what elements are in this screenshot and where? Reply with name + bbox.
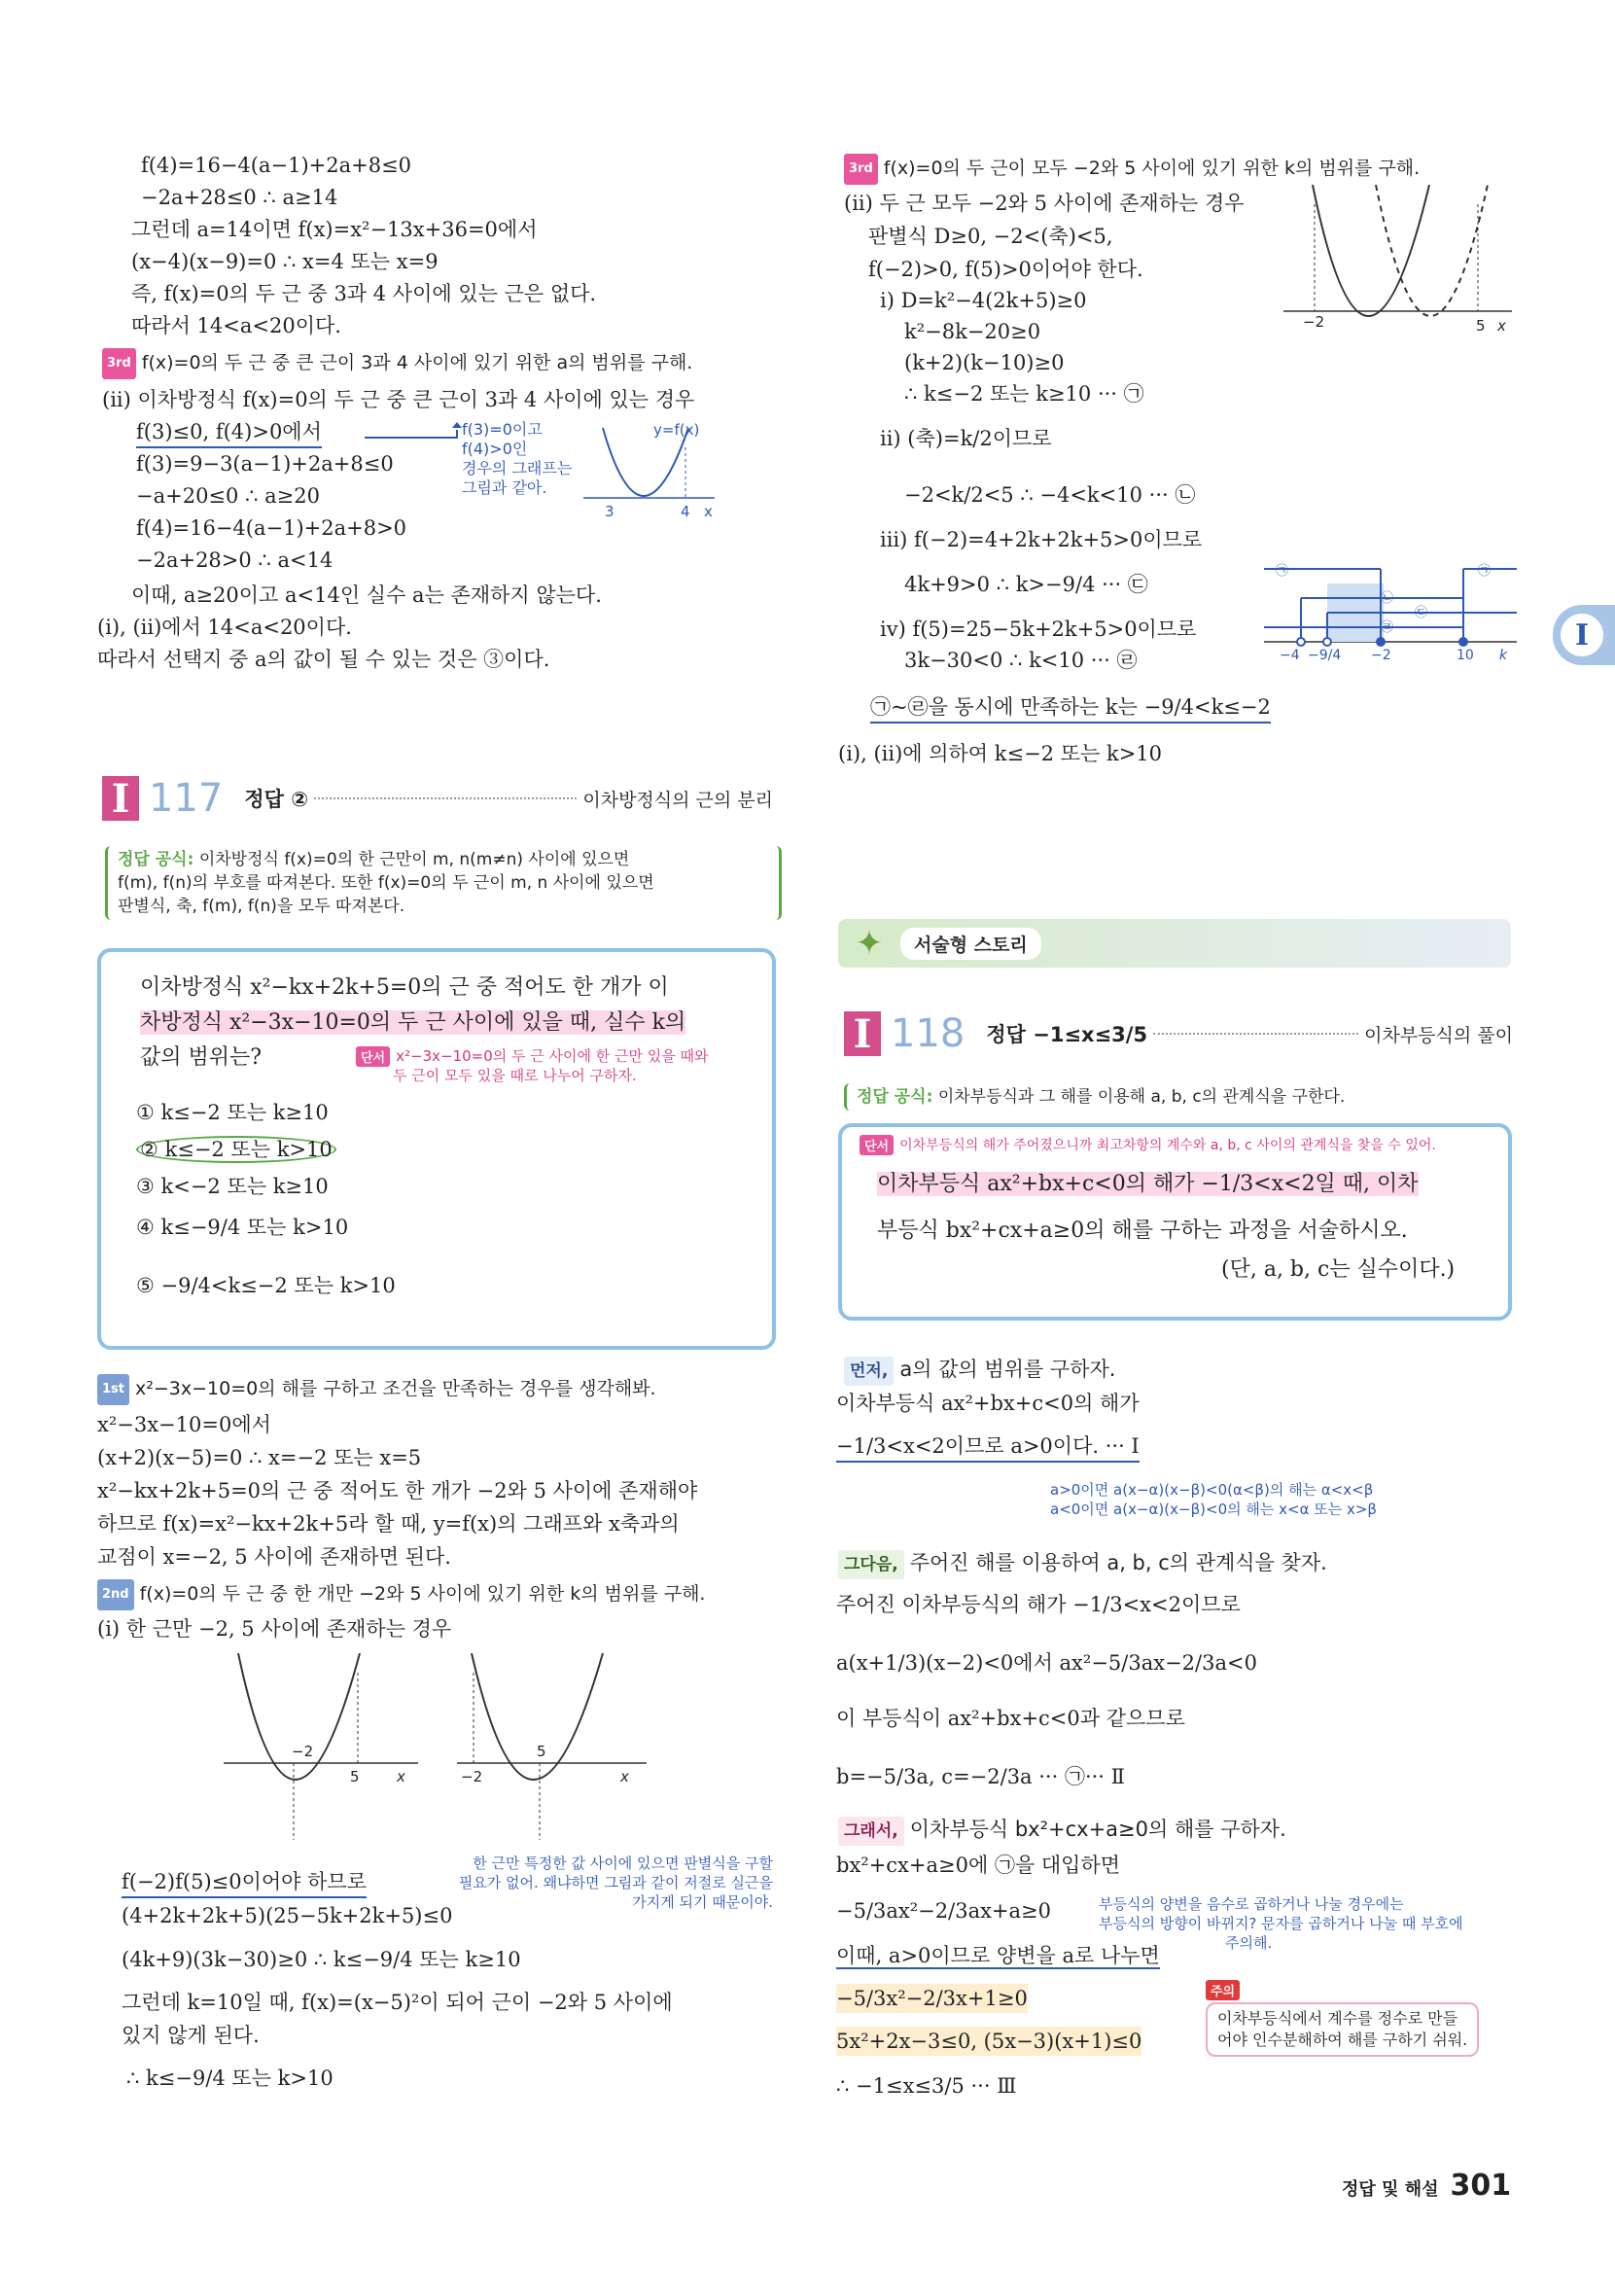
line: k²−8k−20≥0 [904, 320, 1041, 343]
curve-label: y=f(x) [653, 421, 700, 439]
line: −2a+28≤0 ∴ a≥14 [141, 186, 338, 209]
interval-label: ㉢ [1415, 606, 1428, 620]
question-line: 부등식 bx²+cx+a≥0의 해를 구하는 과정을 서술하시오. [877, 1219, 1408, 1243]
tick: −4 [1280, 648, 1300, 663]
line: a(x+1/3)(x−2)<0에서 ax²−5/3ax−2/3a<0 [836, 1651, 1257, 1675]
line: 따라서 선택지 중 a의 값이 될 수 있는 것은 ③이다. [97, 648, 550, 671]
line: f(3)=9−3(a−1)+2a+8≤0 [136, 452, 394, 476]
problem-number: 118 [891, 1011, 965, 1056]
question-line: 차방정식 x²−3x−10=0의 두 근 사이에 있을 때, 실수 k의 [140, 1010, 686, 1035]
choice-4[interactable]: ④ k≤−9/4 또는 k>10 [136, 1216, 349, 1239]
choice-5[interactable]: ⑤ −9/4<k≤−2 또는 k>10 [136, 1274, 396, 1297]
line: 3k−30<0 ∴ k<10 ··· ㉣ [904, 649, 1138, 672]
line: (4k+9)(3k−30)≥0 ∴ k≤−9/4 또는 k≥10 [122, 1948, 521, 1971]
tick: k [1499, 648, 1508, 663]
line: (i), (ii)에서 14<a<20이다. [97, 616, 352, 639]
interval-label: ㉣ [1381, 620, 1394, 635]
line: iii) f(−2)=4+2k+2k+5>0이므로 [880, 528, 1203, 551]
line: (x+2)(x−5)=0 ∴ x=−2 또는 x=5 [97, 1446, 422, 1469]
hint-tag: 단서 [356, 1046, 390, 1067]
tag-line: 먼저, a의 값의 범위를 구하자. [844, 1355, 1115, 1386]
line: 이때, a≥20이고 a<14인 실수 a는 존재하지 않는다. [131, 583, 602, 607]
topic: 이차부등식의 풀이 [1364, 1024, 1513, 1046]
tick: −2 [461, 1768, 483, 1785]
tick: 5 [537, 1743, 546, 1760]
chapter-tab[interactable] [1553, 605, 1615, 665]
line: 하므로 f(x)=x²−kx+2k+5라 할 때, y=f(x)의 그래프와 x축과의 [97, 1512, 680, 1536]
step-3rd-heading: 3rd f(x)=0의 두 근이 모두 −2와 5 사이에 있기 위한 k의 범위를 구해. [844, 154, 1420, 185]
tick: 4 [681, 503, 690, 520]
tick: 5 [1476, 317, 1486, 335]
tick: 5 [350, 1768, 360, 1785]
question-line: 이차방정식 x²−kx+2k+5=0의 근 중 적어도 한 개가 이 [140, 975, 669, 1000]
side-note: 한 근만 특정한 값 사이에 있으면 판별식을 구할 필요가 없어. 왜냐하면 그림과 같이 저절로 실근을 가지게 되기 때문이야. [458, 1854, 773, 1911]
line: f(4)=16−4(a−1)+2a+8≤0 [141, 154, 412, 177]
interval-label: ㉠ [1276, 564, 1289, 579]
problem-number: 117 [149, 776, 224, 821]
note-arrow [365, 418, 472, 457]
line: −2a+28>0 ∴ a<14 [136, 548, 334, 572]
choice-1[interactable]: ① k≤−2 또는 k≥10 [136, 1101, 329, 1124]
problem-117-box [97, 948, 776, 1350]
tick: −2 [1303, 313, 1325, 331]
line: f(3)≤0, f(4)>0에서 [136, 417, 322, 448]
line: 그런데 k=10일 때, f(x)=(x−5)²이 되어 근이 −2와 5 사이에 [122, 1991, 673, 2014]
tick: −2 [1371, 648, 1391, 663]
line: f(−2)>0, f(5)>0이어야 한다. [868, 258, 1143, 281]
line: ii) (축)=k/2이므로 [880, 427, 1052, 450]
tick: x [397, 1768, 405, 1785]
question-line: 값의 범위는? [140, 1045, 263, 1070]
hint: 단서 x²−3x−10=0의 두 근 사이에 한 근만 있을 때와 두 근이 모두 있을 때로 나누어 구하자. [356, 1046, 709, 1085]
line: iv) f(5)=25−5k+2k+5>0이므로 [880, 618, 1197, 641]
side-note: a>0이면 a(x−α)(x−β)<0(α<β)의 해는 α<x<β a<0이면 a(x−α)(x−β)<0의 해는 x<α 또는 x>β [1050, 1481, 1377, 1518]
line: (k+2)(k−10)≥0 [904, 351, 1065, 374]
step-tag: 3rd [102, 348, 136, 379]
problem-118-box [838, 1123, 1512, 1321]
caution-box: 주의 이차부등식에서 계수를 정수로 만들 어야 인수분해하여 해를 구하기 쉬워. [1206, 1980, 1479, 2057]
topic: 이차방정식의 근의 분리 [582, 789, 773, 811]
line: 이때, a>0이므로 양변을 a로 나누면 [836, 1944, 1160, 1967]
line: 4k+9>0 ∴ k>−9/4 ··· ㉢ [904, 573, 1148, 596]
choice-3[interactable]: ③ k<−2 또는 k≥10 [136, 1175, 329, 1198]
line: (4+2k+2k+5)(25−5k+2k+5)≤0 [122, 1904, 453, 1927]
step-2nd-heading: 2nd f(x)=0의 두 근 중 한 개만 −2와 5 사이에 있기 위한 k의 범위를 구해. [97, 1579, 705, 1610]
line: 그런데 a=14이면 f(x)=x²−13x+36=0에서 [131, 218, 538, 241]
case1-graphs [214, 1653, 661, 1857]
question-line: (단, a, b, c는 실수이다.) [1221, 1257, 1456, 1282]
line: b=−5/3a, c=−2/3a ··· ㉠··· Ⅱ [836, 1765, 1125, 1788]
line: 판별식 D≥0, −2<(축)<5, [868, 225, 1113, 248]
line: (x−4)(x−9)=0 ∴ x=4 또는 x=9 [131, 250, 439, 273]
formula-box: 정답 공식: 이차부등식과 그 해를 이용해 a, b, c의 관계식을 구한다. [844, 1083, 1518, 1111]
answer: 정답 ② [244, 788, 309, 811]
line: 5x²+2x−3≤0, (5x−3)(x+1)≤0 [836, 2027, 1141, 2056]
line: 있지 않게 된다. [122, 2024, 260, 2047]
line: −1/3<x<2이므로 a>0이다. ··· Ⅰ [836, 1431, 1140, 1463]
line: (i), (ii)에 의하여 k≤−2 또는 k>10 [838, 742, 1163, 765]
line: bx²+cx+a≥0에 ㉠을 대입하면 [836, 1854, 1121, 1877]
answer: 정답 −1≤x≤3/5 [986, 1023, 1148, 1046]
step-1st-heading: 1st x²−3x−10=0의 해를 구하고 조건을 만족하는 경우를 생각해봐. [97, 1374, 656, 1405]
case2-graph [1283, 185, 1517, 399]
line: i) D=k²−4(2k+5)≥0 [880, 289, 1087, 312]
line: 이 부등식이 ax²+bx+c<0과 같으므로 [836, 1707, 1185, 1730]
line: (ii) 이차방정식 f(x)=0의 두 근 중 큰 근이 3과 4 사이에 있는 경우 [102, 388, 695, 411]
interval-label: ㉠ [1478, 564, 1492, 579]
tick: 10 [1457, 648, 1474, 663]
line: ∴ k≤−2 또는 k≥10 ··· ㉠ [904, 382, 1144, 406]
line: f(4)=16−4(a−1)+2a+8>0 [136, 516, 407, 540]
tick: −2 [292, 1743, 314, 1760]
story-label: 서술형 스토리 [900, 928, 1041, 960]
step-3rd-heading: 3rd f(x)=0의 두 근 중 큰 근이 3과 4 사이에 있기 위한 a의 범위를 구해. [102, 348, 692, 379]
tag-line: 그래서, 이차부등식 bx²+cx+a≥0의 해를 구하자. [838, 1815, 1286, 1846]
section-badge: I [844, 1011, 881, 1056]
line: −2<k/2<5 ∴ −4<k<10 ··· ㉡ [904, 483, 1196, 507]
line: ∴ k≤−9/4 또는 k>10 [126, 2066, 334, 2090]
graph-note: f(3)=0이고 f(4)>0인 경우의 그래프는 그림과 같아. [462, 420, 573, 497]
tick: −9/4 [1308, 648, 1342, 663]
line: ㉠~㉣을 동시에 만족하는 k는 −9/4<k≤−2 [870, 692, 1271, 724]
case-line: (i) 한 근만 −2, 5 사이에 존재하는 경우 [97, 1617, 452, 1641]
axis-label: x [704, 503, 713, 520]
interval-label: ㉡ [1381, 591, 1394, 606]
line: 따라서 14<a<20이다. [131, 314, 341, 337]
problem-118-header [844, 1011, 1513, 1056]
parabola-graph-small [583, 418, 720, 530]
star-icon: ✦ [855, 924, 884, 963]
tick: x [620, 1768, 629, 1785]
tick: x [1497, 317, 1506, 335]
tag-line: 그다음, 주어진 해를 이용하여 a, b, c의 관계식을 찾자. [838, 1548, 1327, 1579]
line: −5/3ax²−2/3ax+a≥0 [836, 1899, 1052, 1923]
page-number: 301 [1450, 2169, 1512, 2203]
problem-117-header [102, 776, 773, 821]
line: −5/3x²−2/3x+1≥0 [836, 1984, 1028, 2013]
line: f(−2)f(5)≤0이어야 하므로 [122, 1867, 367, 1898]
line: ∴ −1≤x≤3/5 ··· Ⅲ [836, 2074, 1017, 2098]
question-line: 이차부등식 ax²+bx+c<0의 해가 −1/3<x<2일 때, 이차 [877, 1172, 1419, 1196]
formula-box: 정답 공식: 이차방정식 f(x)=0의 한 근만이 m, n(m≠n) 사이에 있으면 f(m), f(n)의 부호를 따져본다. 또한 f(x)=0의 두 근이 m, n 사이에 있으면 판별식, 축, f(m), f(n)을 모두 따져본다. [105, 846, 782, 920]
chapter-label: I [1561, 614, 1603, 656]
section-badge: I [102, 776, 139, 821]
choice-2[interactable]: ② k≤−2 또는 k>10 [136, 1135, 336, 1164]
line: (ii) 두 근 모두 −2와 5 사이에 존재하는 경우 [844, 192, 1245, 215]
side-note: 부등식의 양변을 음수로 곱하거나 나눌 경우에는 부등식의 방향이 바뀌지? 문자를 곱하거나 나눌 때 부호에 주의해. [1099, 1895, 1463, 1952]
footer-label: 정답 및 해설 [1342, 2179, 1439, 2200]
hint: 단서 이차부등식의 해가 주어졌으니까 최고차항의 계수와 a, b, c 사이의 관계식을 찾을 수 있어. [860, 1135, 1436, 1155]
line: 이차부등식 ax²+bx+c<0의 해가 [836, 1392, 1140, 1415]
line: x²−3x−10=0에서 [97, 1413, 271, 1436]
line: 주어진 이차부등식의 해가 −1/3<x<2이므로 [836, 1593, 1241, 1616]
tick: 3 [605, 503, 614, 520]
line: 교점이 x=−2, 5 사이에 존재하면 된다. [97, 1545, 451, 1569]
footer [1342, 2169, 1511, 2203]
line: x²−kx+2k+5=0의 근 중 적어도 한 개가 −2와 5 사이에 존재해야 [97, 1479, 698, 1502]
line: 즉, f(x)=0의 두 근 중 3과 4 사이에 있는 근은 없다. [131, 282, 597, 305]
story-banner [838, 919, 1511, 968]
line: −a+20≤0 ∴ a≥20 [136, 484, 320, 508]
